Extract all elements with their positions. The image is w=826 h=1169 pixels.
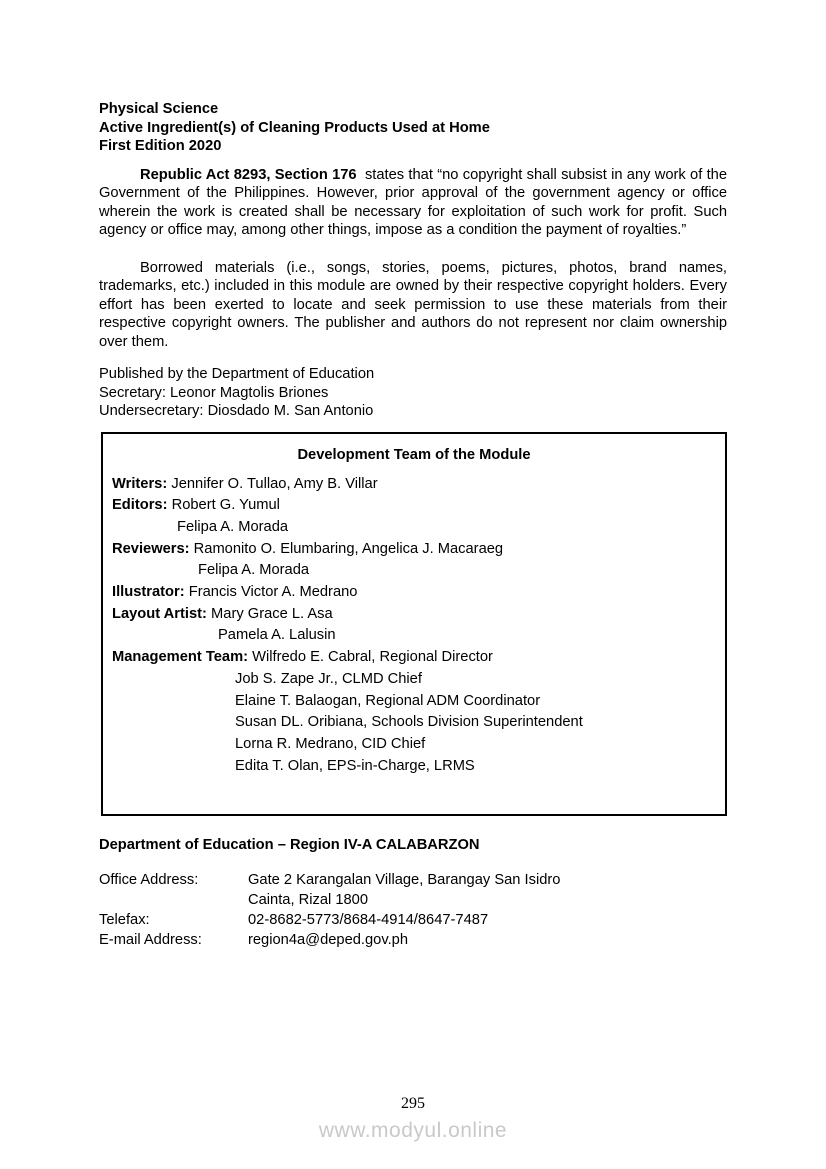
contact-row-office-address (99, 870, 727, 890)
development-team-box (101, 432, 727, 817)
contact-row-email (99, 930, 727, 950)
publisher-block (99, 365, 727, 421)
team-row-management-cont (112, 756, 716, 778)
contact-label (99, 890, 248, 910)
team-row-text: Mary Grace L. Asa (211, 605, 333, 622)
watermark: www.modyul.online (318, 1119, 508, 1142)
module-edition: First Edition 2020 (99, 138, 222, 154)
copyright-paragraph (99, 166, 727, 240)
team-row-text: Francis Victor A. Medrano (188, 584, 358, 601)
team-row-illustrator (112, 582, 716, 604)
contact-label: E-mail Address: (99, 931, 202, 948)
team-row-text: Jennifer O. Tullao, Amy B. Villar (171, 475, 378, 492)
undersecretary-line: Undersecretary: Diosdado M. San Antonio (99, 403, 374, 419)
contact-value: Cainta, Rizal 1800 (248, 891, 369, 908)
team-row-text: Ramonito O. Elumbaring, Angelica J. Macaraeg (193, 540, 504, 557)
contact-value: Gate 2 Karangalan Village, Barangay San Isidro (248, 871, 561, 888)
contact-label: Telefax: (99, 911, 150, 928)
contact-block (99, 870, 727, 950)
team-row-label: Reviewers: (112, 540, 190, 557)
contact-value: 02-8682-5773/8684-4914/8647-7487 (248, 911, 489, 928)
team-row-label: Writers: (112, 475, 168, 492)
team-row-writers (112, 474, 716, 496)
team-row-label: Illustrator: (112, 584, 185, 601)
team-row-management-cont (112, 734, 716, 756)
team-row-text: Susan DL. Oribiana, Schools Division Superintendent (235, 714, 583, 731)
team-row-management-cont (112, 691, 716, 713)
team-row-label: Layout Artist: (112, 605, 207, 622)
team-row-text: Felipa A. Morada (177, 518, 289, 535)
team-row-management-cont (112, 669, 716, 691)
contact-row-office-address-cont (99, 890, 727, 910)
team-row-text: Wilfredo E. Cabral, Regional Director (252, 649, 493, 666)
region-heading: Department of Education – Region IV-A CALABARZON (99, 837, 480, 854)
team-row-reviewers (112, 539, 716, 561)
team-row-text: Edita T. Olan, EPS-in-Charge, LRMS (235, 757, 475, 774)
borrowed-materials-paragraph: Borrowed materials (i.e., songs, stories, poems, pictures, photos, brand names, trademarks, etc.) included in this module are owned by their respective copyright holders. Every effort has been exerted to locate and seek permission to use these materials from their respective copyright owners. The publisher and authors do not represent nor claim ownership over them. (99, 259, 727, 350)
team-row-reviewers-cont (112, 560, 716, 582)
team-row-management-cont (112, 712, 716, 734)
team-row-layout-artist-cont (112, 625, 716, 647)
team-row-layout-artist (112, 604, 716, 626)
contact-row-telefax (99, 910, 727, 930)
secretary-line: Secretary: Leonor Magtolis Briones (99, 384, 329, 401)
document-page (99, 100, 727, 950)
team-row-text: Elaine T. Balaogan, Regional ADM Coordinator (235, 692, 541, 709)
page-number: 295 (401, 1095, 425, 1112)
team-row-text: Pamela A. Lalusin (218, 627, 336, 644)
team-row-label: Editors: (112, 497, 168, 514)
module-title-block (99, 100, 727, 156)
team-row-management (112, 647, 716, 669)
team-row-editors-cont (112, 517, 716, 539)
development-team-title: Development Team of the Module (297, 446, 531, 463)
contact-label: Office Address: (99, 871, 199, 888)
copyright-act-bold: Republic Act 8293, Section 176 (140, 166, 357, 183)
contact-value: region4a@deped.gov.ph (248, 931, 409, 948)
team-row-text: Felipa A. Morada (198, 562, 310, 579)
team-row-text: Lorna R. Medrano, CID Chief (235, 735, 426, 752)
published-by-line: Published by the Department of Education (99, 366, 375, 382)
module-subject: Physical Science (99, 101, 219, 117)
team-row-text: Job S. Zape Jr., CLMD Chief (235, 670, 422, 687)
copyright-paragraph-text: states that “no copyright shall subsist in any work of the Government of the Philippines. However, prior approval of the government agency or office wherein the work is created shall be necessary for exploitation of such work for profit. Such agency or office may, among other things, impose as a condition the payment of royalties.” (99, 166, 727, 238)
team-row-label: Management Team: (112, 649, 249, 666)
team-row-text: Robert G. Yumul (171, 497, 280, 514)
team-row-editors (112, 495, 716, 517)
module-title: Active Ingredient(s) of Cleaning Products Used at Home (99, 119, 490, 136)
